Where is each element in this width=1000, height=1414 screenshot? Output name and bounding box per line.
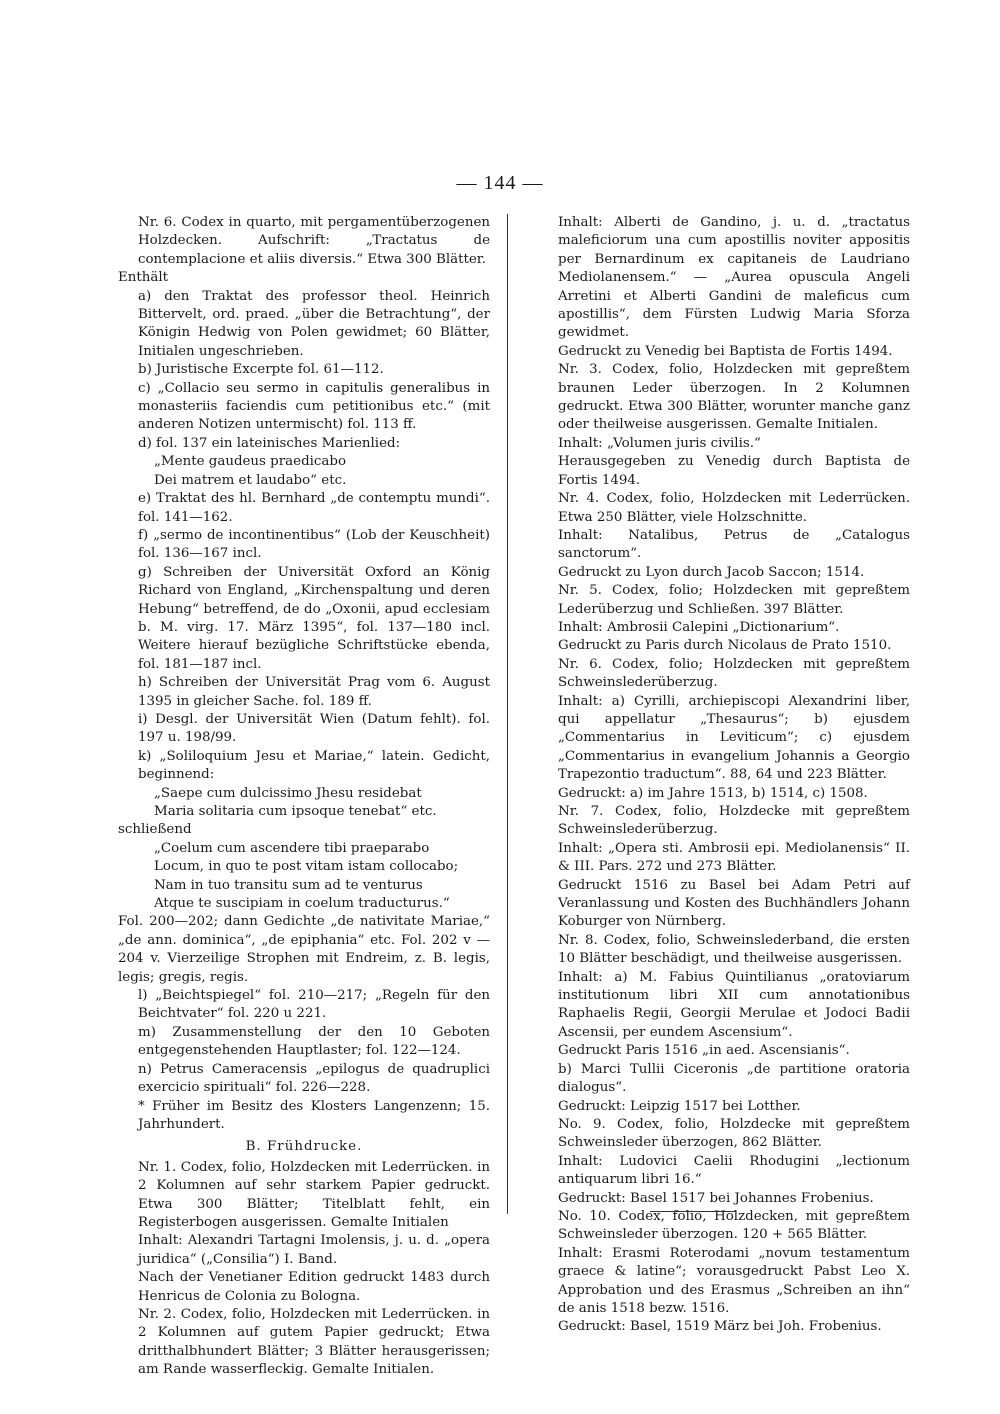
text-paragraph: Inhalt: a) Cyrilli, archiepiscopi Alexandrini liber, qui appellatur „Thesaurus“; b) ejusdem „Commentarius in Leviticum“; c) ejusdem „Commentarius in evangelium Johannis a Georgio Trapezontio traductum“. 88, 64 und 223 Blätter.: [558, 693, 910, 783]
text-paragraph: Gedruckt Paris 1516 „in aed. Ascensianis“.: [558, 1043, 850, 1059]
text-paragraph: Gedruckt zu Venedig bei Baptista de Fortis 1494.: [558, 343, 893, 359]
text-paragraph: „Coelum cum ascendere tibi praeparabo: [154, 840, 430, 856]
text-paragraph: Nr. 4. Codex, folio, Holzdecken mit Lederrücken. Etwa 250 Blätter, viele Holzschnitte.: [558, 491, 910, 525]
text-paragraph: Nr. 6. Codex in quarto, mit pergamentüberzogenen Holzdecken. Aufschrift: „Tractatus de contemplacione et aliis diversis.“ Etwa 300 Blätter.: [138, 215, 490, 267]
text-paragraph: Fol. 200—202; dann Gedichte „de nativitate Mariae,“ „de ann. dominica“, „de epiphania“ etc. Fol. 202 v — 204 v. Vierzeilige Strophen mit Endreim, z. B. legis, legis; gregis, regis.: [118, 914, 490, 985]
text-paragraph: b) Marci Tullii Ciceronis „de partitione oratoria dialogus“.: [558, 1061, 910, 1096]
text-paragraph: Atque te suscipiam in coelum traducturus.“: [154, 896, 450, 912]
text-paragraph: h) Schreiben der Universität Prag vom 6. August 1395 in gleicher Sache. fol. 189 ff.: [138, 675, 490, 709]
left-column: [118, 214, 490, 1380]
text-paragraph: „Saepe cum dulcissimo Jhesu residebat: [154, 785, 422, 801]
text-paragraph: * Früher im Besitz des Klosters Langenzenn; 15. Jahrhundert.: [138, 1098, 490, 1132]
text-paragraph: No. 9. Codex, folio, Holzdecke mit gepreßtem Schweinsleder überzogen, 862 Blätter.: [558, 1116, 910, 1151]
text-paragraph: Inhalt: Natalibus, Petrus de „Catalogus sanctorum“.: [558, 527, 910, 562]
text-paragraph: d) fol. 137 ein lateinisches Marienlied:: [138, 435, 401, 451]
end-rule: [650, 1211, 736, 1212]
text-paragraph: schließend: [118, 822, 192, 838]
text-paragraph: b) Juristische Excerpte fol. 61—112.: [138, 362, 384, 378]
column-divider: [507, 214, 508, 1214]
text-paragraph: Gedruckt zu Paris durch Nicolaus de Prato 1510.: [558, 638, 892, 654]
text-paragraph: No. 10. Codex, folio, Holzdecken, mit gepreßtem Schweinsleder überzogen. 120 + 565 Blätter.: [558, 1208, 910, 1243]
text-paragraph: Gedruckt: Leipzig 1517 bei Lotther.: [558, 1098, 801, 1114]
text-paragraph: Gedruckt: Basel, 1519 März bei Joh. Frobenius.: [558, 1319, 882, 1335]
text-paragraph: Gedruckt: Basel 1517 bei Johannes Frobenius.: [558, 1190, 874, 1206]
text-paragraph: Nr. 5. Codex, folio; Holzdecken mit gepreßtem Lederüberzug und Schließen. 397 Blätter.: [558, 583, 910, 617]
text-paragraph: Maria solitaria cum ipsoque tenebat“ etc.: [154, 804, 437, 819]
text-paragraph: Inhalt: Ambrosii Calepini „Dictionarium“.: [558, 619, 840, 635]
text-paragraph: Inhalt: Erasmi Roterodami „novum testamentum graece & latine“; vorausgedruckt Pabst Leo X. Approbation und des Erasmus „Schreiben an ihn“ de anis 1518 bezw. 1516.: [558, 1245, 910, 1316]
page-number: — 144 —: [456, 172, 544, 194]
text-paragraph: m) Zusammenstellung der den 10 Geboten entgegenstehenden Hauptlaster; fol. 122—124.: [138, 1024, 490, 1059]
text-paragraph: Herausgegeben zu Venedig durch Baptista de Fortis 1494.: [558, 454, 910, 488]
text-paragraph: Nr. 1. Codex, folio, Holzdecken mit Lederrücken. in 2 Kolumnen auf sehr starkem Papier gedruckt. Etwa 300 Blätter; Titelblatt fehlt, ein Registerbogen ausgerissen. Gemalte Initialen: [138, 1159, 490, 1230]
text-paragraph: Nr. 7. Codex, folio, Holzdecke mit gepreßtem Schweinslederüberzug.: [558, 804, 910, 838]
text-paragraph: Nr. 8. Codex, folio, Schweinslederband, die ersten 10 Blätter beschädigt, und theilweise ausgerissen.: [558, 932, 910, 967]
text-paragraph: Nam in tuo transitu sum ad te venturus: [154, 877, 423, 893]
text-paragraph: Nr. 6. Codex, folio; Holzdecken mit gepreßtem Schweinslederüberzug.: [558, 656, 910, 691]
right-column: [538, 214, 910, 1337]
text-paragraph: Inhalt: a) M. Fabius Quintilianus „oratoviarum institutionum libri XII cum annotationibus Raphaelis Regii, Georgii Merulae et Jodoci Badii Ascensii, per eundem Ascensium“.: [558, 969, 910, 1040]
text-paragraph: Nr. 3. Codex, folio, Holzdecken mit gepreßtem braunen Leder überzogen. In 2 Kolumnen gedruckt. Etwa 300 Blätter, worunter manche ganz oder theilweise ausgerissen. Gemalte Initialen.: [558, 362, 910, 433]
text-paragraph: Nach der Venetianer Edition gedruckt 1483 durch Henricus de Colonia zu Bologna.: [138, 1270, 490, 1304]
text-paragraph: Gedruckt: a) im Jahre 1513, b) 1514, c) 1508.: [558, 785, 868, 801]
text-paragraph: „Mente gaudeus praedicabo: [154, 454, 347, 470]
text-paragraph: a) den Traktat des professor theol. Heinrich Bittervelt, ord. praed. „über die Betrachtung“, der Königin Hedwig von Polen gewidmet; 60 Blätter, Initialen ungeschrieben.: [138, 288, 490, 359]
text-paragraph: n) Petrus Cameracensis „epilogus de quadruplici exercicio spirituali“ fol. 226—228.: [138, 1061, 490, 1096]
text-paragraph: Locum, in quo te post vitam istam collocabo;: [154, 859, 459, 875]
text-paragraph: Enthält: [118, 270, 169, 286]
text-paragraph: Inhalt: „Opera sti. Ambrosii epi. Mediolanensis“ II. & III. Pars. 272 und 273 Blätter.: [558, 840, 910, 875]
text-paragraph: Inhalt: Alexandri Tartagni Imolensis, j. u. d. „opera juridica“ („Consilia“) I. Band.: [138, 1233, 490, 1267]
text-paragraph: g) Schreiben der Universität Oxford an König Richard von England, „Kirchenspaltung und deren Hebung“ betreffend, de do „Oxonii, apud ecclesiam b. M. virg. 17. März 1395“, fol. 137—180 incl. Weitere hierauf bezügliche Schriftstücke ebenda, fol. 181—187 incl.: [138, 564, 490, 672]
text-paragraph: Gedruckt 1516 zu Basel bei Adam Petri auf Veranlassung und Kosten des Buchhändlers Johann Koburger von Nürnberg.: [558, 877, 910, 930]
text-paragraph: Inhalt: Ludovici Caelii Rhodugini „lectionum antiquarum libri 16.“: [558, 1153, 910, 1188]
text-paragraph: f) „sermo de incontinentibus“ (Lob der Keuschheit) fol. 136—167 incl.: [138, 527, 490, 562]
text-paragraph: Nr. 2. Codex, folio, Holzdecken mit Lederrücken. in 2 Kolumnen auf gutem Papier gedruckt; Etwa dritthalbhundert Blätter; 3 Blätter herausgerissen; am Rande wasserfleckig. Gemalte Initialen.: [138, 1306, 490, 1378]
text-paragraph: l) „Beichtspiegel“ fol. 210—217; „Regeln für den Beichtvater“ fol. 220 u 221.: [138, 988, 490, 1022]
text-paragraph: Gedruckt zu Lyon durch Jacob Saccon; 1514.: [558, 564, 865, 580]
text-paragraph: Dei matrem et laudabo“ etc.: [154, 472, 347, 488]
text-paragraph: i) Desgl. der Universität Wien (Datum fehlt). fol. 197 u. 198/99.: [138, 711, 490, 746]
text-paragraph: Inhalt: Alberti de Gandino, j. u. d. „tractatus maleficiorum una cum apostillis noviter appositis per Bernardinum ex capitaneis de Laudriano Mediolanensem.“ — „Aurea opuscula Angeli Arretini et Alberti Gandini de maleficus cum apostillis“, dem Fürsten Ludwig Maria Sforza gewidmet.: [558, 215, 910, 341]
section-heading: B. Frühdrucke.: [245, 1139, 363, 1155]
text-paragraph: c) „Collacio seu sermo in capitulis generalibus in monasteriis faciendis cum petitionibus etc.“ (mit anderen Notizen untermischt) fol. 113 ff.: [138, 380, 490, 433]
text-paragraph: k) „Soliloquium Jesu et Mariae,“ latein. Gedicht, beginnend:: [138, 748, 490, 783]
text-paragraph: Inhalt: „Volumen juris civilis.“: [558, 435, 761, 451]
text-paragraph: e) Traktat des hl. Bernhard „de contemptu mundi“. fol. 141—162.: [138, 491, 490, 525]
